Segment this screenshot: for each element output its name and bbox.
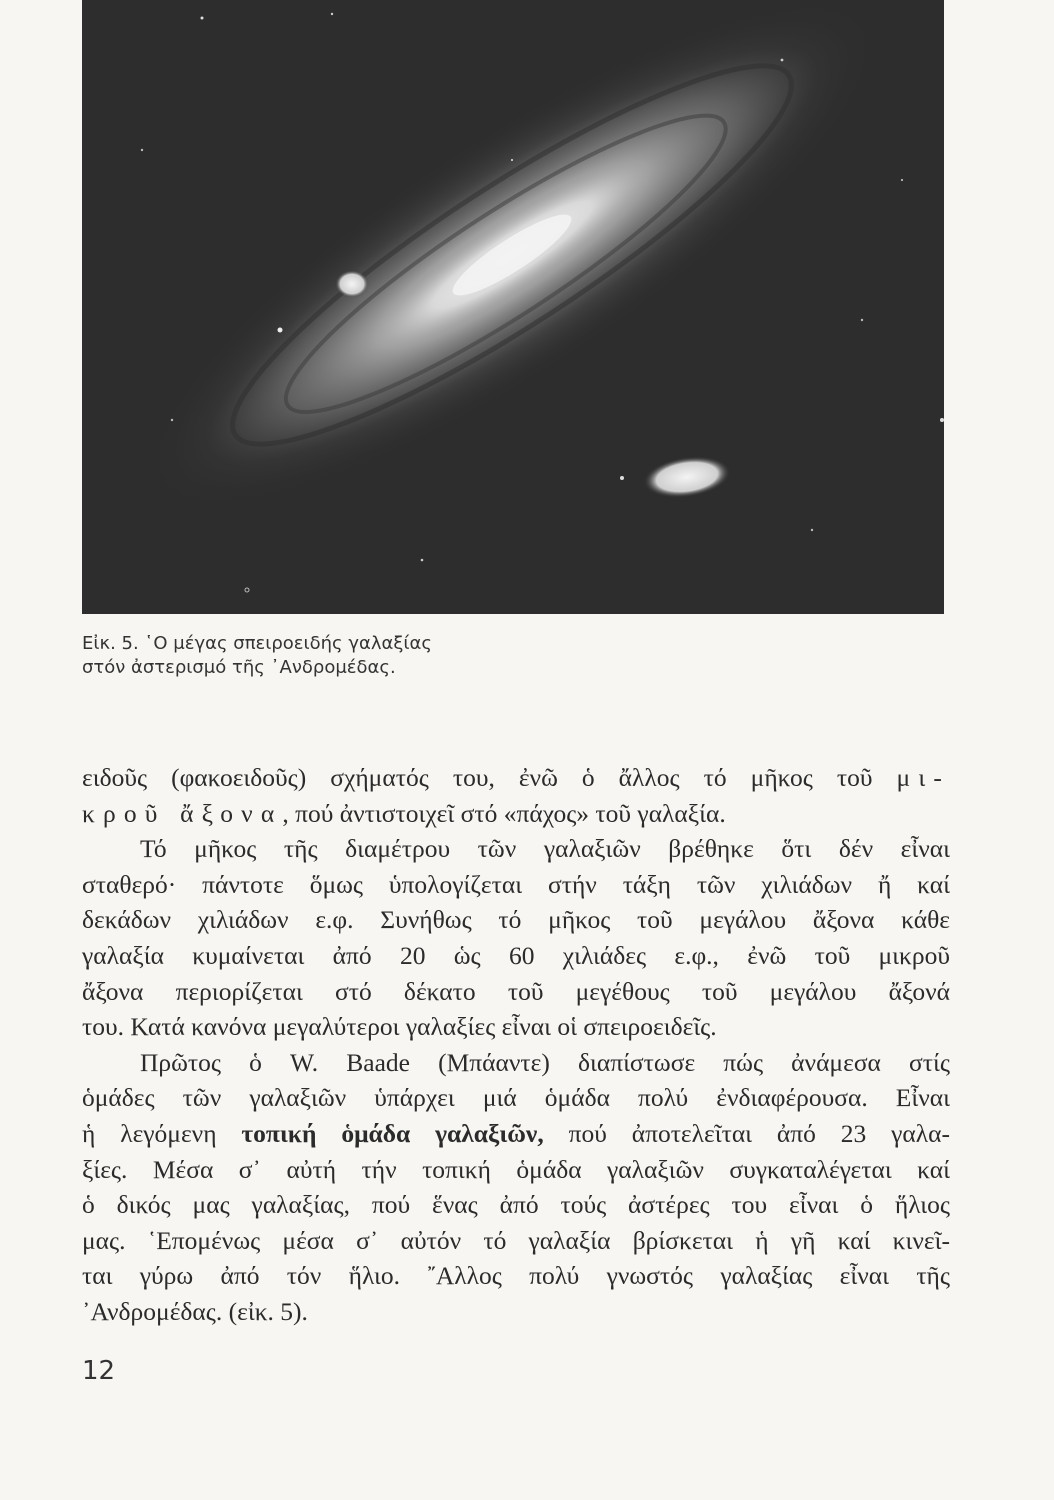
body-text [82, 760, 950, 1330]
text-line: δεκάδων χιλιάδων ε.φ. Συνήθως τό μῆκος τοῦ μεγάλου ἄξονα κάθε [82, 905, 950, 935]
text-line: ἡ λεγόμενη τοπική ὁμάδα γαλαξιῶν, πού ἀποτελεῖται ἀπό 23 γαλα- [82, 1118, 950, 1148]
text-line: ὁ δικός μας γαλαξίας, πού ἕνας ἀπό τούς ἀστέρες του εἶναι ὁ ἥλιος [82, 1190, 950, 1220]
text-line: γαλαξία κυμαίνεται ἀπό 20 ὡς 60 χιλιάδες ε.φ., ἐνῶ τοῦ μικροῦ [82, 940, 950, 970]
text-line: σταθερό· πάντοτε ὅμως ὑπολογίζεται στήν τάξη τῶν χιλιάδων ἤ καί [82, 869, 950, 899]
galaxy-photograph [82, 0, 944, 614]
companion-galaxy-m32 [335, 270, 369, 298]
figure-caption [82, 632, 682, 680]
text-line: ᾿Ανδρομέδας. (εἰκ. 5). [82, 1296, 308, 1326]
text-line: μας. ῾Επομένως μέσα σ᾿ αὐτόν τό γαλαξία βρίσκεται ἡ γῆ καί κινεῖ- [82, 1225, 950, 1255]
text-line: ειδοῦς (φακοειδοῦς) σχήματός του, ἐνῶ ὁ ἄλλος τό μῆκος τοῦ μι- [82, 763, 950, 792]
caption-line-2: στόν ἀστερισμό τῆς ᾿Ανδρομέδας. [82, 657, 396, 678]
text-line: ξίες. Μέσα σ᾿ αὐτή τήν τοπική ὁμάδα γαλαξιῶν συγκαταλέγεται καί [82, 1154, 950, 1184]
text-line: Πρῶτος ὁ W. Baade (Μπάαντε) διαπίστωσε πώς ἀνάμεσα στίς [140, 1047, 950, 1077]
text-line: του. Κατά κανόνα μεγαλύτεροι γαλαξίες εἶναι οἱ σπειροειδεῖς. [82, 1012, 717, 1042]
page-number: 12 [82, 1356, 116, 1386]
text-line: Τό μῆκος τῆς διαμέτρου τῶν γαλαξιῶν βρέθηκε ὅτι δέν εἶναι [140, 834, 950, 864]
text-line: κροῦ ἄξονα, πού ἀντιστοιχεῖ στό «πάχος» τοῦ γαλαξία. [82, 798, 726, 828]
andromeda-galaxy-image [82, 0, 944, 614]
term-local-group: τοπική ὁμάδα γαλαξιῶν, [241, 1118, 544, 1148]
caption-line-1: Εἰκ. 5. ῾Ο μέγας σπειροειδής γαλαξίας [82, 633, 432, 654]
text-line: ται γύρω ἀπό τόν ἥλιο. ῎Αλλος πολύ γνωστός γαλαξίας εἶναι τῆς [82, 1261, 950, 1291]
text-line: ὁμάδες τῶν γαλαξιῶν ὑπάρχει μιά ὁμάδα πολύ ἐνδιαφέρουσα. Εἶναι [82, 1083, 950, 1113]
text-line: ἄξονα περιορίζεται στό δέκατο τοῦ μεγέθους τοῦ μεγάλου ἄξονά [82, 976, 950, 1006]
